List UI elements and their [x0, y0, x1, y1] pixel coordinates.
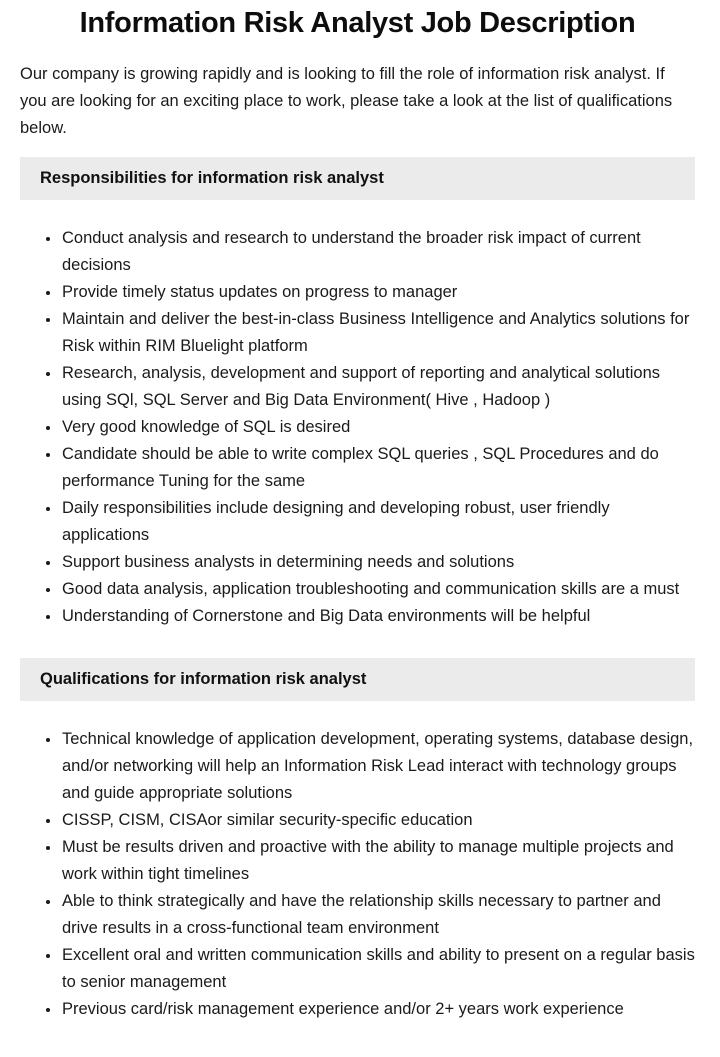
list-item: • Provide timely status updates on progress to manager: [61, 279, 695, 306]
section-header-qualifications: [20, 658, 695, 701]
list-item: • Technical knowledge of application development, operating systems, database design, and/or networking will help an Information Risk Lead interact with technology groups and guide appropriate solutions: [61, 726, 695, 807]
list-item: • Excellent oral and written communication skills and ability to present on a regular basis to senior management: [61, 942, 695, 996]
list-item: • Must be results driven and proactive with the ability to manage multiple projects and work within tight timelines: [61, 834, 695, 888]
list-item: • Previous card/risk management experience and/or 2+ years work experience: [61, 996, 695, 1023]
list-item: • Research, analysis, development and support of reporting and analytical solutions using SQl, SQL Server and Big Data Environment( Hive , Hadoop ): [61, 360, 695, 414]
qualifications-list: [20, 726, 695, 1023]
section-header-label: Qualifications for information risk analyst: [40, 670, 367, 688]
list-item: • Able to think strategically and have the relationship skills necessary to partner and drive results in a cross-functional team environment: [61, 888, 695, 942]
list-item: • Support business analysts in determining needs and solutions: [61, 549, 695, 576]
responsibilities-list: [20, 225, 695, 630]
list-item: • Conduct analysis and research to understand the broader risk impact of current decisions: [61, 225, 695, 279]
page-title: Information Risk Analyst Job Description: [79, 7, 636, 39]
list-item: • Maintain and deliver the best-in-class Business Intelligence and Analytics solutions for Risk within RIM Bluelight platform: [61, 306, 695, 360]
section-responsibilities: [20, 157, 695, 630]
list-item: • Understanding of Cornerstone and Big Data environments will be helpful: [61, 603, 695, 630]
list-item: • CISSP, CISM, CISAor similar security-specific education: [61, 807, 695, 834]
list-item: • Candidate should be able to write complex SQL queries , SQL Procedures and do performance Tuning for the same: [61, 441, 695, 495]
list-item: • Very good knowledge of SQL is desired: [61, 414, 695, 441]
section-header-responsibilities: [20, 157, 695, 200]
intro-paragraph: Our company is growing rapidly and is looking to fill the role of information risk analyst. If you are looking for an exciting place to work, please take a look at the list of qualifications below.: [20, 65, 673, 137]
section-header-label: Responsibilities for information risk analyst: [40, 169, 384, 187]
list-item: • Good data analysis, application troubleshooting and communication skills are a must: [61, 576, 695, 603]
section-qualifications: [20, 658, 695, 1023]
list-item: • Daily responsibilities include designing and developing robust, user friendly applications: [61, 495, 695, 549]
